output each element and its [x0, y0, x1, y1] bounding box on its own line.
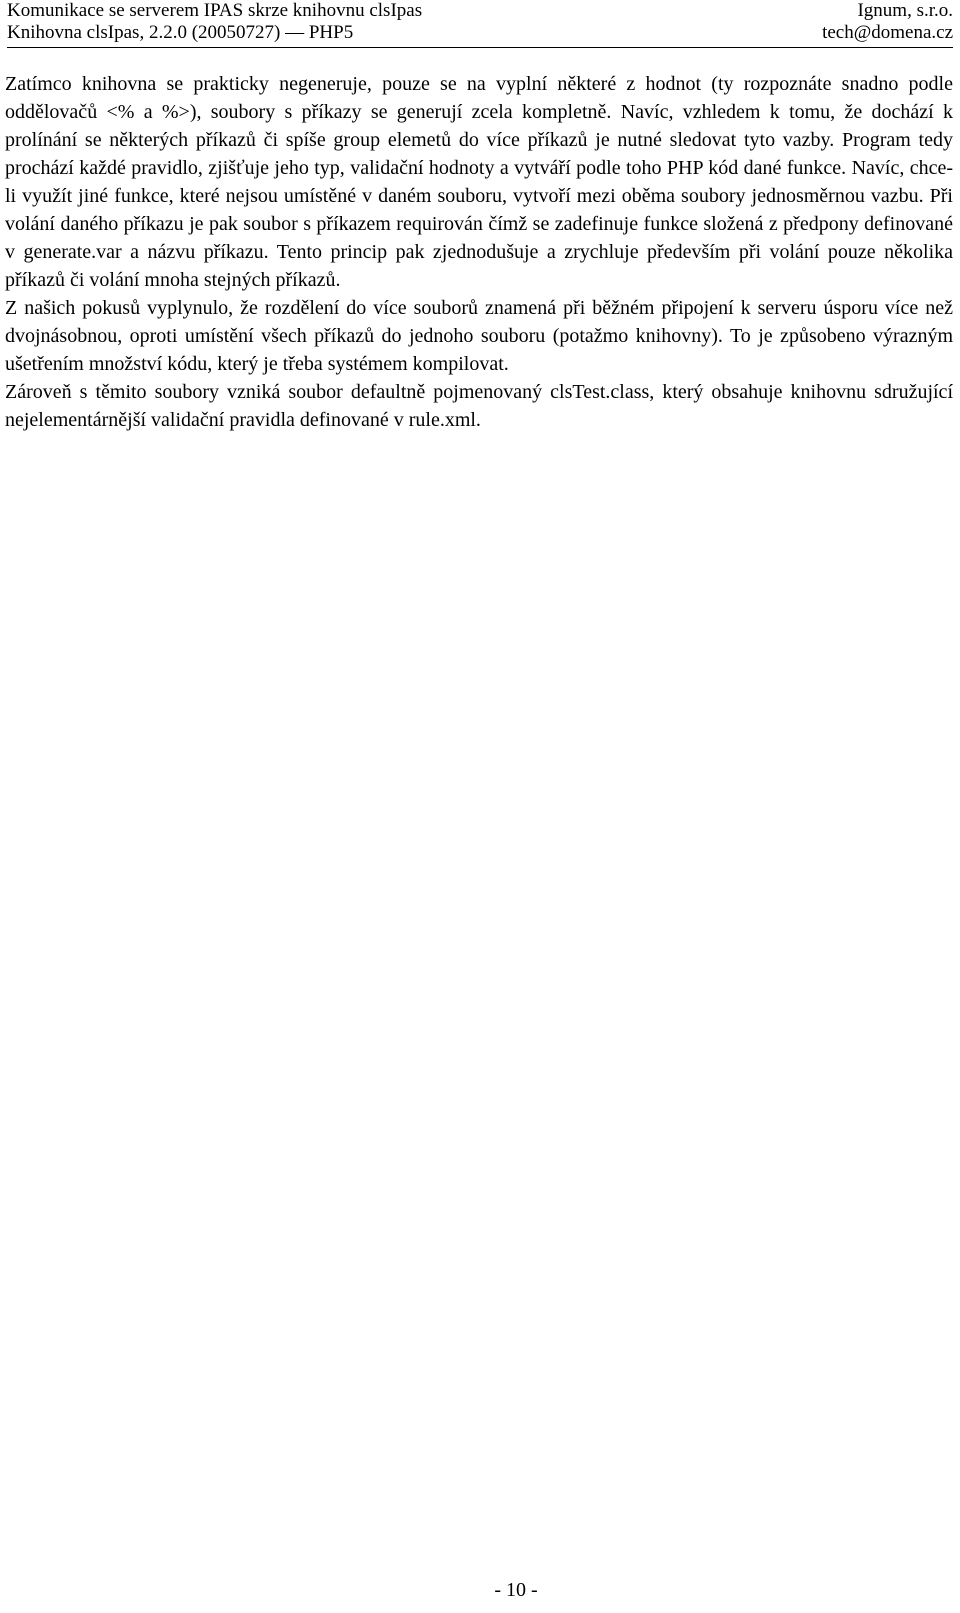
library-version: Knihovna clsIpas, 2.2.0 (20050727) — PHP5 — [7, 22, 354, 43]
header-left — [7, 0, 422, 44]
paragraph: Zároveň s těmito soubory vzniká soubor defaultně pojmenovaný clsTest.class, který obsahuje knihovnu sdružující nejelementárnější validační pravidla definované v rule.xml. — [5, 381, 953, 431]
company-name: Ignum, s.r.o. — [857, 0, 953, 21]
paragraph: Zatímco knihovna se prakticky negeneruje, pouze se na vyplní některé z hodnot (ty rozpoznáte snadno podle oddělovačů <% a %>), soubory s příkazy se generují zcela kompletně. Navíc, vzhledem k tomu, že dochází k prolínání se některých příkazů či spíše group elemetů do více příkazů je nutné sledovat tyto vazby. Program tedy prochází každé pravidlo, zjišťuje jeho typ, validační hodnoty a vytváří podle toho PHP kód dané funkce. Navíc, chce-li využít jiné funkce, které nejsou umístěné v daném souboru, vytvoří mezi oběma soubory jednosměrnou vazbu. Při volání daného příkazu je pak soubor s příkazem requirován čímž se zadefinuje funkce složená z předpony definované v generate.var a názvu příkazu. Tento princip pak zjednodušuje a zrychluje především při volání pouze několika příkazů či volání mnoha stejných příkazů. — [5, 73, 953, 291]
contact-email: tech@domena.cz — [822, 22, 953, 43]
paragraph: Z našich pokusů vyplynulo, že rozdělení do více souborů znamená při běžném připojení k serveru úsporu více než dvojnásobnou, oproti umístění všech příkazů do jednoho souboru (potažmo knihovny). To je způsobeno výrazným ušetřením množství kódu, který je třeba systémem kompilovat. — [5, 297, 953, 375]
page-footer — [0, 1578, 960, 1602]
document-title: Komunikace se serverem IPAS skrze knihovnu clsIpas — [7, 0, 423, 21]
document-body — [5, 70, 953, 434]
page-header — [7, 0, 953, 48]
header-right — [822, 0, 953, 44]
page-number: - 10 - — [494, 1579, 538, 1601]
